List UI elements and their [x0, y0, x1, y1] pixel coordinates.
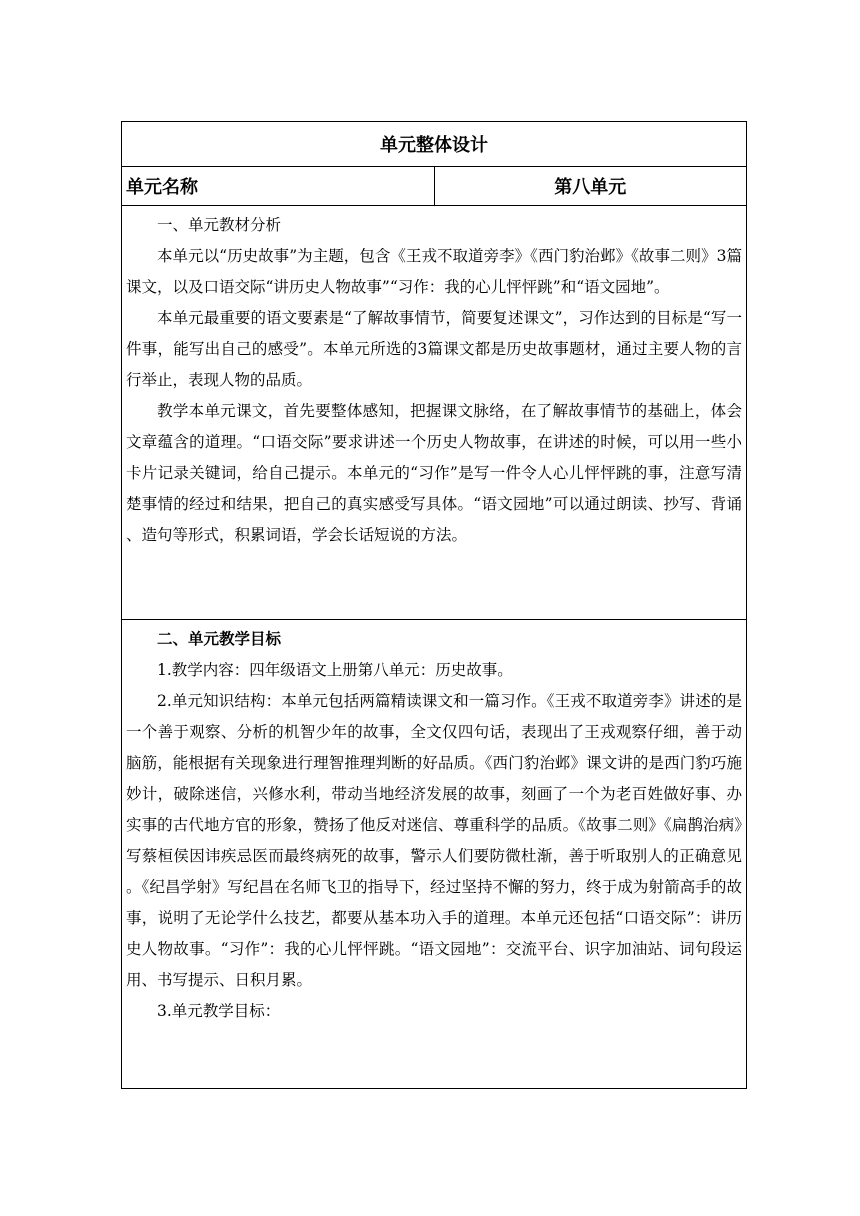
paragraph: 2.单元知识结构：本单元包括两篇精读课文和一篇习作。《王戎不取道旁李》讲述的是一个善于观察、分析的机智少年的故事，全文仅四句话，表现出了王戎观察仔细，善于动脑筋，能根据有关现象进行理智推理判断的好品质。《西门豹治邺》课文讲的是西门豹巧施妙计，破除迷信，兴修水利，带动当地经济发展的故事，刻画了一个为老百姓做好事、办实事的古代地方官的形象，赞扬了他反对迷信、尊重科学的品质。《故事二则》《扁鹊治病》写蔡桓侯因讳疾忌医而最终病死的故事，警示人们要防微杜渐，善于听取别人的正确意见。《纪昌学射》写纪昌在名师飞卫的指导下，经过坚持不懈的努力，终于成为射箭高手的故事，说明了无论学什么技艺，都要从基本功入手的道理。本单元还包括“口语交际”：讲历史人物故事。“习作”：我的心儿怦怦跳。“语文园地”：交流平台、识字加油站、词句段运用、书写提示、日积月累。: [126, 692, 742, 989]
section-teaching-goals-row: [122, 620, 747, 1089]
paragraph: 3.单元教学目标：: [157, 1002, 281, 1020]
table-title: 单元整体设计: [122, 122, 747, 167]
unit-name-value: 第八单元: [434, 167, 747, 206]
unit-design-table: [121, 121, 747, 1089]
section-material-analysis: [122, 206, 747, 620]
section-teaching-goals: [122, 620, 747, 1089]
section-heading: 二、单元教学目标: [157, 630, 282, 648]
section-heading: 一、单元教材分析: [157, 216, 282, 234]
table-title-row: [122, 122, 747, 167]
paragraph: 本单元以“历史故事”为主题，包含《王戎不取道旁李》《西门豹治邺》《故事二则》3篇课文，以及口语交际“讲历史人物故事”“习作：我的心儿怦怦跳”和“语文园地”。: [126, 247, 742, 296]
paragraph: 1.教学内容：四年级语文上册第八单元：历史故事。: [157, 661, 513, 679]
paragraph: 本单元最重要的语文要素是“了解故事情节，简要复述课文”，习作达到的目标是“写一件事，能写出自己的感受”。本单元所选的3篇课文都是历史故事题材，通过主要人物的言行举止，表现人物的品质。: [126, 309, 742, 389]
unit-name-label: 单元名称: [122, 167, 435, 206]
paragraph: 教学本单元课文，首先要整体感知，把握课文脉络，在了解故事情节的基础上，体会文章蕴含的道理。“口语交际”要求讲述一个历史人物故事，在讲述的时候，可以用一些小卡片记录关键词，给自己提示。本单元的“习作”是写一件令人心儿怦怦跳的事，注意写清楚事情的经过和结果，把自己的真实感受写具体。“语文园地”可以通过朗读、抄写、背诵、造句等形式，积累词语，学会长话短说的方法。: [126, 402, 742, 544]
section-material-analysis-row: [122, 206, 747, 620]
unit-name-row: [122, 167, 747, 206]
